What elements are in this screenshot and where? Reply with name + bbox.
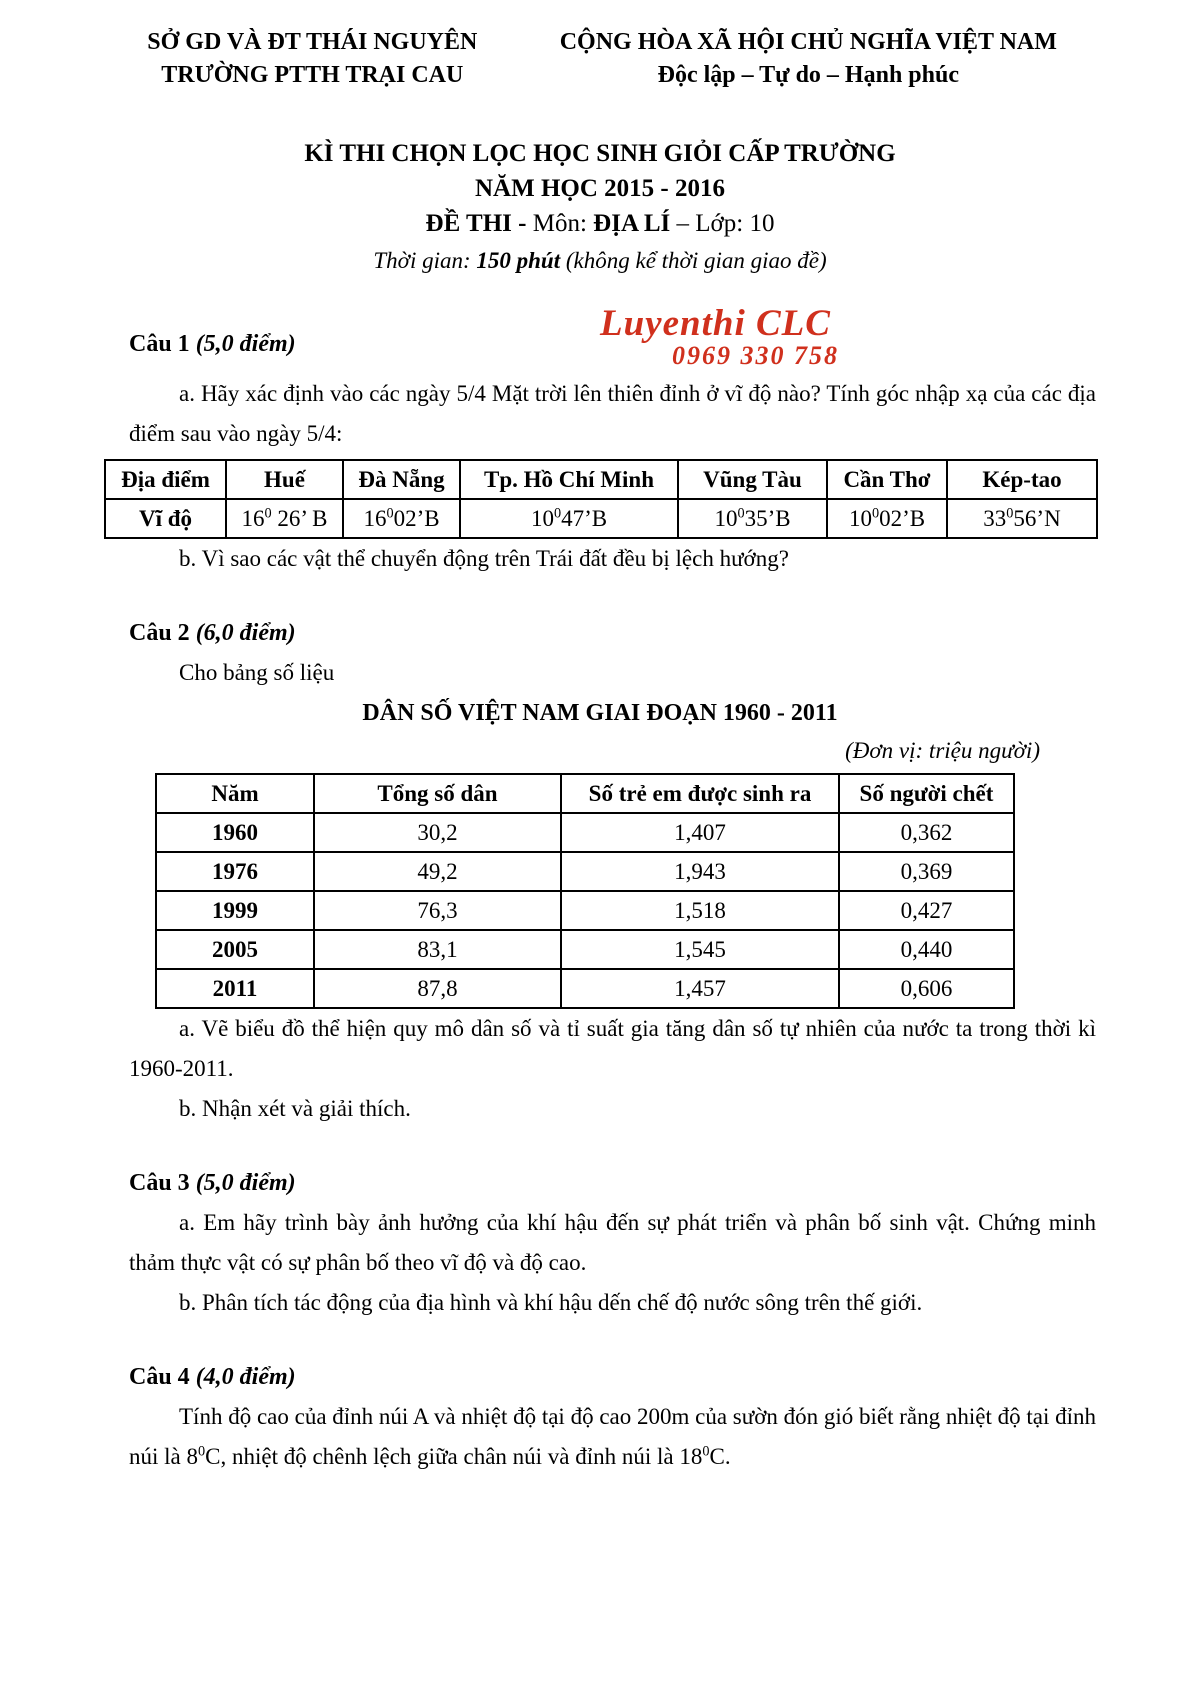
- question-3-points: (5,0 điểm): [195, 1170, 296, 1196]
- table-row: [156, 930, 1014, 969]
- latitude-value: $16^002’B$: [343, 499, 460, 538]
- question-1-points: (5,0 điểm): [195, 331, 296, 357]
- question-4-label: Câu 4: [129, 1364, 196, 1390]
- total-population-cell: 49,2: [314, 852, 561, 891]
- question-4-points: (4,0 điểm): [195, 1364, 296, 1390]
- latitude-value: $16^0$ 26’ B: [226, 499, 343, 538]
- column-header: Đà Nẵng: [343, 460, 460, 499]
- watermark-logo: [600, 303, 839, 370]
- column-header: Tổng số dân: [314, 774, 561, 813]
- column-header: Huế: [226, 460, 343, 499]
- question-3-label: Câu 3: [129, 1170, 196, 1196]
- watermark-phone-number: 0969 330 758: [672, 341, 839, 370]
- subject-label: Môn:: [532, 210, 594, 237]
- year-cell: 2005: [156, 930, 314, 969]
- country-motto: Độc lập – Tự do – Hạnh phúc: [657, 62, 959, 88]
- year-cell: 1960: [156, 813, 314, 852]
- column-header: Địa điểm: [105, 460, 226, 499]
- duration-value: 150 phút: [476, 248, 561, 273]
- deaths-cell: 0,440: [839, 930, 1014, 969]
- question-3-heading: [129, 1163, 1096, 1203]
- deaths-cell: 0,362: [839, 813, 1014, 852]
- deaths-cell: 0,427: [839, 891, 1014, 930]
- latitude-value: $10^002’B$: [827, 499, 947, 538]
- latitude-value: $10^047’B$: [460, 499, 678, 538]
- question-4-heading: [129, 1357, 1096, 1397]
- class-label: – Lớp: 10: [670, 210, 775, 237]
- question-2-part-b: b. Nhận xét và giải thích.: [179, 1096, 411, 1121]
- births-cell: 1,943: [561, 852, 839, 891]
- total-population-cell: 87,8: [314, 969, 561, 1008]
- exam-title-block: [104, 136, 1096, 278]
- column-header: Số trẻ em được sinh ra: [561, 774, 839, 813]
- exam-subject-line: [104, 206, 1096, 241]
- subject-name: ĐỊA LÍ: [593, 210, 671, 237]
- question-3-part-b: b. Phân tích tác động của địa hình và khí hậu dến chế độ nước sông trên thế giới.: [179, 1290, 923, 1315]
- question-3-part-a: a. Em hãy trình bày ảnh hưởng của khí hậu đến sự phát triển và phân bố sinh vật. Chứng minh thảm thực vật có sự phân bố theo vĩ độ và độ cao.: [129, 1210, 1096, 1275]
- column-header: Tp. Hồ Chí Minh: [460, 460, 678, 499]
- latitude-table: [104, 459, 1098, 539]
- document-header: [104, 26, 1096, 92]
- table-row: [156, 969, 1014, 1008]
- total-population-cell: 83,1: [314, 930, 561, 969]
- table-row: [156, 852, 1014, 891]
- population-table-title: DÂN SỐ VIỆT NAM GIAI ĐOẠN 1960 - 2011: [362, 700, 838, 726]
- column-header: Kép-tao: [947, 460, 1097, 499]
- row-label: Vĩ độ: [105, 499, 226, 538]
- deaths-cell: 0,606: [839, 969, 1014, 1008]
- year-cell: 1976: [156, 852, 314, 891]
- question-2-label: Câu 2: [129, 620, 196, 646]
- column-header: Cần Thơ: [827, 460, 947, 499]
- latitude-value: $10^035’B$: [678, 499, 827, 538]
- department-name: SỞ GD VÀ ĐT THÁI NGUYÊN: [147, 29, 478, 55]
- question-4-body: Tính độ cao của đỉnh núi A và nhiệt độ tại độ cao 200m của sườn đón gió biết rằng nhiệt độ tại đỉnh núi là $8^0C$, nhiệt độ chênh lệch giữa chân núi và đỉnh núi là $18^0C$.: [129, 1404, 1096, 1469]
- latitude-table-value-row: [105, 499, 1097, 538]
- school-name: TRƯỜNG PTTH TRẠI CAU: [161, 62, 464, 88]
- question-2-part-a: a. Vẽ biểu đồ thể hiện quy mô dân số và tỉ suất gia tăng dân số tự nhiên của nước ta trong thời kì 1960-2011.: [129, 1016, 1096, 1081]
- question-2-points: (6,0 điểm): [195, 620, 296, 646]
- question-2-heading: [129, 613, 1096, 653]
- year-cell: 2011: [156, 969, 314, 1008]
- duration-note: (không kể thời gian giao đề): [560, 248, 827, 273]
- population-table-unit-note: (Đơn vị: triệu người): [845, 738, 1040, 763]
- births-cell: 1,457: [561, 969, 839, 1008]
- table-row: [156, 813, 1014, 852]
- issuing-department-block: [104, 26, 521, 92]
- question-2-intro: Cho bảng số liệu: [179, 660, 335, 685]
- population-table: [155, 773, 1015, 1009]
- total-population-cell: 76,3: [314, 891, 561, 930]
- latitude-table-header-row: [105, 460, 1097, 499]
- births-cell: 1,407: [561, 813, 839, 852]
- population-table-header-row: [156, 774, 1014, 813]
- national-motto-block: [521, 26, 1096, 92]
- exam-duration-line: [104, 243, 1096, 278]
- exam-title-line2: NĂM HỌC 2015 - 2016: [475, 175, 725, 202]
- question-1-part-b: b. Vì sao các vật thể chuyển động trên Trái đất đều bị lệch hướng?: [179, 546, 789, 571]
- duration-label: Thời gian:: [373, 248, 477, 273]
- exam-label: ĐỀ THI -: [425, 210, 533, 237]
- births-cell: 1,518: [561, 891, 839, 930]
- column-header: Năm: [156, 774, 314, 813]
- total-population-cell: 30,2: [314, 813, 561, 852]
- exam-title-line1: KÌ THI CHỌN LỌC HỌC SINH GIỎI CẤP TRƯỜNG: [304, 140, 896, 167]
- question-1-part-a: a. Hãy xác định vào các ngày 5/4 Mặt trời lên thiên đỉnh ở vĩ độ nào? Tính góc nhập xạ của các địa điểm sau vào ngày 5/4:: [129, 381, 1096, 446]
- watermark-brand-text: Luyenthi CLC: [600, 303, 831, 344]
- deaths-cell: 0,369: [839, 852, 1014, 891]
- table-row: [156, 891, 1014, 930]
- births-cell: 1,545: [561, 930, 839, 969]
- column-header: Vũng Tàu: [678, 460, 827, 499]
- year-cell: 1999: [156, 891, 314, 930]
- latitude-value: $33^056’N$: [947, 499, 1097, 538]
- country-title: CỘNG HÒA XÃ HỘI CHỦ NGHĨA VIỆT NAM: [559, 29, 1057, 55]
- column-header: Số người chết: [839, 774, 1014, 813]
- question-1-label: Câu 1: [129, 331, 196, 357]
